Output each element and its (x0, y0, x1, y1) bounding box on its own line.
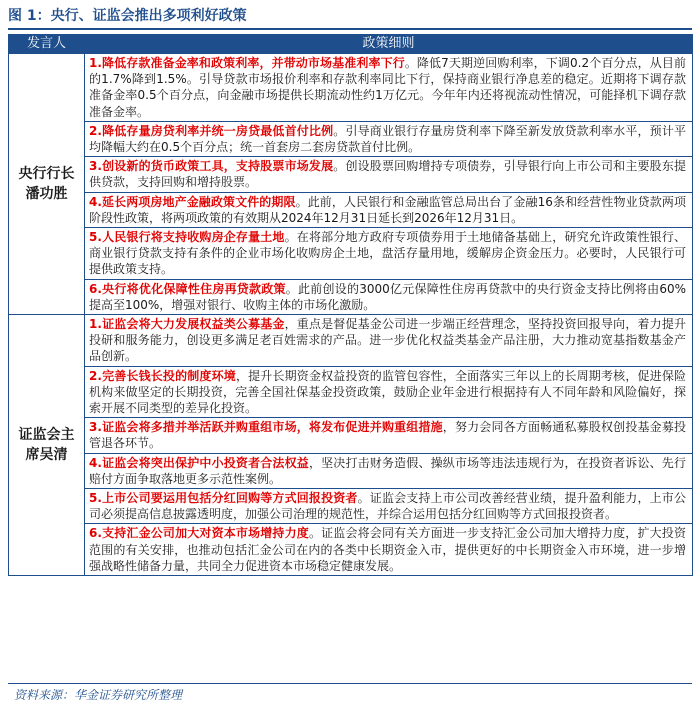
policy-item (85, 157, 693, 192)
policy-highlight: 4.延长两项房地产金融政策文件的期限 (89, 194, 296, 209)
policy-highlight: 4.证监会将突出保护中小投资者合法权益 (89, 455, 309, 470)
policy-highlight: 1.降低存款准备金率和政策利率，并带动市场基准利率下行 (89, 56, 405, 70)
table-row (9, 228, 693, 280)
policy-highlight: 2.降低存量房贷利率并统一房贷最低首付比例 (89, 123, 334, 138)
policy-item (85, 453, 693, 488)
policy-body: 。降低7天期逆回购利率，下调0.2个百分点，从目前的1.7%降到1.5%。引导贷款市场报价利率和存款利率同比下行，保持商业银行净息差的稳定。近期将下调存款准备金率0.5个百分点，向金融市场提供长期流动性约1万亿元。今年年内还将视流动性情况，可能择机下调存款准备金率。 (89, 56, 686, 119)
table-header-row (9, 35, 693, 54)
figure-title: 图 1：央行、证监会推出多项利好政策 (8, 2, 692, 30)
policy-highlight: 6.央行将优化保障性住房再贷款政策 (89, 281, 286, 296)
policy-body: ，提升长期资金权益投资的监管包容性，全面落实三年以上的长周期考核，促进保险机构来做坚定的长期投资，完善全国社保基金投资政策，鼓励企业年金进行根据持有人不同年龄和风险偏好，探索开展不同类型的差异化投资。 (89, 368, 686, 416)
speaker-cell: 证监会主席吴清 (9, 315, 85, 576)
policy-item (85, 54, 693, 122)
header-details: 政策细则 (85, 35, 693, 54)
policy-item (85, 192, 693, 227)
table-row (9, 121, 693, 156)
policy-highlight: 5.人民银行将支持收购房企存量土地 (89, 230, 285, 245)
header-speaker: 发言人 (9, 35, 85, 54)
policy-item (85, 228, 693, 280)
table-row (9, 524, 693, 576)
speaker-cell: 央行行长潘功胜 (9, 54, 85, 315)
policy-highlight: 1.证监会将大力发展权益类公募基金 (89, 317, 285, 332)
policy-highlight: 2.完善长钱长投的制度环境 (89, 368, 236, 383)
policy-item (85, 524, 693, 576)
policy-item (85, 489, 693, 524)
policy-body: 。在将部分地方政府专项债券用于土地储备基础上，研究允许政策性银行、商业银行贷款支持有条件的企业市场化收购房企土地，盘活存量用地，缓解房企资金压力。必要时，人民银行可提供政策支持。 (89, 230, 686, 277)
table-row (9, 279, 693, 314)
table-row (9, 418, 693, 453)
table-row (9, 315, 693, 367)
policy-body: 。证监会支持上市公司改善经营业绩，提升盈利能力，上市公司必须提高信息披露透明度，加强公司治理的规范性，并综合运用包括分红回购等方式回报投资者。 (89, 491, 686, 522)
policy-item (85, 121, 693, 156)
policy-body: 。此前，人民银行和金融监管总局出台了金融16条和经营性物业贷款两项阶段性政策，将两项政策的有效期从2024年12月31日延长到2026年12月31日。 (89, 194, 686, 225)
policy-item (85, 279, 693, 314)
table-row (9, 453, 693, 488)
policy-body: 。创设股票回购增持专项债券，引导银行向上市公司和主要股东提供贷款，支持回购和增持股票。 (89, 159, 686, 190)
policy-highlight: 3.证监会将多措并举活跃并购重组市场，将发布促进并购重组措施 (89, 420, 443, 435)
table-row (9, 157, 693, 192)
table-row (9, 192, 693, 227)
policy-body: ，坚决打击财务造假、操纵市场等违法违规行为，在投资者诉讼、先行赔付方面争取落地更多示范性案例。 (89, 455, 686, 486)
bottom-divider (8, 683, 692, 684)
policy-highlight: 3.创设新的货币政策工具，支持股票市场发展 (89, 159, 334, 174)
table-row (9, 54, 693, 122)
policy-table (8, 34, 693, 576)
source-note: 资料来源：华金证券研究所整理 (14, 688, 183, 702)
policy-body: ，努力会同各方面畅通私募股权创投基金募投管退各环节。 (89, 420, 686, 451)
policy-body: 。引导商业银行存量房贷利率下降至新发放贷款利率水平，预计平均降幅大约在0.5个百分点；统一首套房二套房贷款首付比例。 (89, 123, 686, 155)
policy-highlight: 5.上市公司要运用包括分红回购等方式回报投资者 (89, 491, 358, 506)
policy-body: 。此前创设的3000亿元保障性住房再贷款中的央行资金支持比例将由60%提高至100%，增强对银行、收购主体的市场化激励。 (89, 281, 686, 312)
table-row (9, 489, 693, 524)
table-row (9, 366, 693, 418)
policy-item (85, 418, 693, 453)
policy-body: 。证监会将会同有关方面进一步支持汇金公司加大增持力度，扩大投资范围的有关安排，也推动包括汇金公司在内的各类中长期资金入市，提供更好的中长期资金入市环境，进一步增强战略性储备力量，共同全力促进资本市场稳定健康发展。 (89, 526, 686, 573)
policy-body: ，重点是督促基金公司进一步端正经营理念，坚持投资回报导向，着力提升投研和服务能力，创设更多满足老百姓需求的产品。进一步优化权益类基金产品注册，大力推动宽基指数基金产品创新。 (89, 317, 686, 364)
policy-item (85, 315, 693, 367)
policy-highlight: 6.支持汇金公司加大对资本市场增持力度 (89, 526, 309, 541)
policy-item (85, 366, 693, 418)
